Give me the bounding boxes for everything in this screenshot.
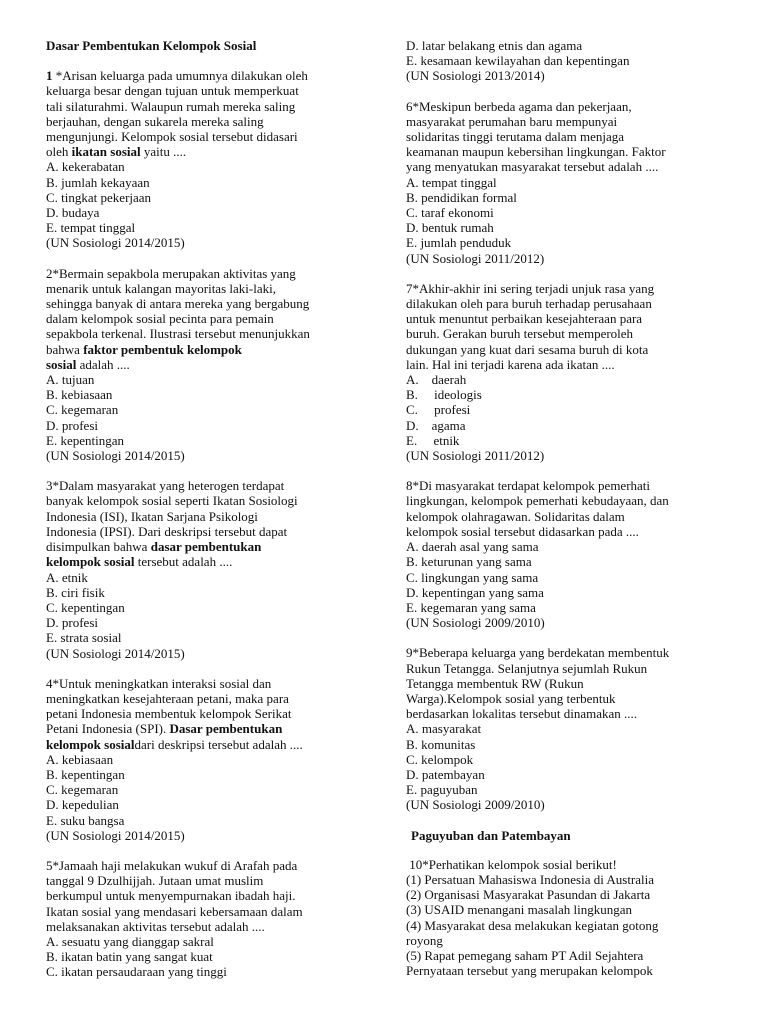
question-2 bbox=[46, 266, 376, 464]
answer-option: D. kepentingan yang sama bbox=[406, 584, 544, 600]
question-text: oleh ikatan sosial yaitu .... bbox=[46, 144, 187, 160]
question-text: 5*Jamaah haji melakukan wukuf di Arafah pada bbox=[46, 857, 298, 873]
question-text: meningkatkan kesejahteraan petani, maka para bbox=[46, 690, 289, 706]
answer-option: E. etnik bbox=[406, 432, 460, 448]
answer-option: A. tujuan bbox=[46, 372, 95, 388]
question-8 bbox=[406, 478, 731, 630]
question-text: yang menyatukan masyarakat tersebut adalah .... bbox=[406, 159, 659, 175]
answer-option: D. profesi bbox=[46, 417, 98, 433]
answer-option: D. bentuk rumah bbox=[406, 220, 494, 236]
answer-option: E. kegemaran yang sama bbox=[406, 599, 536, 615]
question-text: Rukun Tetangga. Selanjutnya sejumlah Rukun bbox=[406, 660, 648, 676]
answer-option: A. kebiasaan bbox=[46, 751, 114, 767]
answer-option: E. kepentingan bbox=[46, 432, 124, 448]
question-text: 1 *Arisan keluarga pada umumnya dilakukan oleh bbox=[46, 68, 308, 84]
answer-option: B. kepentingan bbox=[46, 766, 125, 782]
question-text: lain. Hal ini terjadi karena ada ikatan .... bbox=[406, 356, 615, 372]
answer-option: B. jumlah kekayaan bbox=[46, 174, 150, 190]
answer-option: A. tempat tinggal bbox=[406, 174, 497, 190]
question-text: Tetangga membentuk RW (Rukun bbox=[406, 675, 584, 691]
question-1 bbox=[46, 68, 376, 250]
answer-option: C. taraf ekonomi bbox=[406, 205, 494, 221]
answer-option: E. jumlah penduduk bbox=[406, 235, 512, 251]
answer-option: C. profesi bbox=[406, 402, 471, 418]
answer-option: A. etnik bbox=[46, 569, 88, 585]
answer-option: D. latar belakang etnis dan agama bbox=[406, 38, 583, 53]
question-4 bbox=[46, 676, 376, 843]
question-text: Indonesia (ISI), Ikatan Sarjana Psikologi bbox=[46, 508, 258, 524]
question-text: (1) Persatuan Mahasiswa Indonesia di Australia bbox=[406, 871, 655, 887]
question-text: berjauhan, dengan sukarela mereka saling bbox=[46, 113, 264, 129]
question-text: melaksanakan aktivitas tersebut adalah .... bbox=[46, 918, 265, 934]
question-text: royong bbox=[406, 932, 443, 948]
answer-option: A. sesuatu yang dianggap sakral bbox=[46, 933, 214, 949]
question-text: bahwa faktor pembentuk kelompok bbox=[46, 341, 242, 357]
question-text: banyak kelompok sosial seperti Ikatan Sosiologi bbox=[46, 493, 298, 509]
question-text: Ikatan sosial yang mendasari kebersamaan dalam bbox=[46, 903, 303, 919]
question-5 bbox=[46, 858, 376, 980]
question-text: 4*Untuk meningkatkan interaksi sosial dan bbox=[46, 675, 272, 691]
question-source: (UN Sosiologi 2009/2010) bbox=[406, 797, 545, 813]
question-text: buruh. Gerakan buruh tersebut memperoleh bbox=[406, 326, 634, 342]
answer-option: A. daerah asal yang sama bbox=[406, 539, 539, 555]
question-text: tali silaturahmi. Walaupun rumah mereka saling bbox=[46, 98, 296, 114]
question-text: kelompok olahragawan. Solidaritas dalam bbox=[406, 508, 625, 524]
question-text: dalam kelompok sosial pecinta para pemain bbox=[46, 311, 274, 327]
answer-option: C. tingkat pekerjaan bbox=[46, 189, 152, 205]
answer-option: C. kegemaran bbox=[46, 782, 119, 798]
answer-option: B. ciri fisik bbox=[46, 584, 105, 600]
question-source: (UN Sosiologi 2014/2015) bbox=[46, 448, 185, 464]
question-text: dilakukan oleh para buruh terhadap perusahaan bbox=[406, 296, 652, 312]
question-text: keluarga besar dengan tujuan untuk memperkuat bbox=[46, 83, 299, 99]
question-number: 1 bbox=[46, 68, 53, 84]
question-text: tanggal 9 Dzulhijjah. Jutaan umat muslim bbox=[46, 873, 264, 889]
question-source: (UN Sosiologi 2009/2010) bbox=[406, 615, 545, 631]
question-text: (4) Masyarakat desa melakukan kegiatan gotong bbox=[406, 917, 659, 933]
question-text: 6*Meskipun berbeda agama dan pekerjaan, bbox=[406, 98, 632, 114]
question-5-continued bbox=[406, 38, 731, 84]
question-text: 2*Bermain sepakbola merupakan aktivitas yang bbox=[46, 265, 296, 281]
answer-option: C. kelompok bbox=[406, 751, 474, 767]
question-text: solidaritas tinggi terutama dalam menjaga bbox=[406, 129, 625, 145]
answer-option: B. ikatan batin yang sangat kuat bbox=[46, 949, 213, 965]
answer-option: D. budaya bbox=[46, 205, 100, 221]
answer-option: E. kesamaan kewilayahan dan kepentingan bbox=[406, 53, 630, 69]
answer-option: D. kepedulian bbox=[46, 797, 119, 813]
answer-option: A. masyarakat bbox=[406, 721, 482, 737]
left-column bbox=[46, 38, 376, 995]
answer-option: B. ideologis bbox=[406, 387, 482, 403]
question-text: 8*Di masyarakat terdapat kelompok pemerhati bbox=[406, 478, 651, 494]
question-text: 3*Dalam masyarakat yang heterogen terdapat bbox=[46, 478, 285, 494]
question-source: (UN Sosiologi 2014/2015) bbox=[46, 827, 185, 843]
question-text: keamanan maupun kebersihan lingkungan. Faktor bbox=[406, 144, 666, 160]
answer-option: C. ikatan persaudaraan yang tinggi bbox=[46, 964, 227, 980]
question-text: sehingga banyak di antara mereka yang bergabung bbox=[46, 296, 310, 312]
question-text: kelompok sosial tersebut didasarkan pada .... bbox=[406, 523, 639, 539]
question-text: menarik untuk kalangan mayoritas laki-laki, bbox=[46, 280, 276, 296]
section-title: Paguyuban dan Patembayan bbox=[411, 827, 571, 843]
question-source: (UN Sosiologi 2014/2015) bbox=[46, 645, 185, 661]
answer-option: D. patembayan bbox=[406, 766, 485, 782]
question-text: (5) Rapat pemegang saham PT Adil Sejahtera bbox=[406, 947, 644, 963]
question-text: 7*Akhir-akhir ini sering terjadi unjuk rasa yang bbox=[406, 280, 655, 296]
question-text: berkumpul untuk menyempurnakan ibadah haji. bbox=[46, 888, 296, 904]
question-text: petani Indonesia membentuk kelompok Serikat bbox=[46, 706, 292, 722]
answer-option: A. kekerabatan bbox=[46, 159, 125, 175]
answer-option: E. paguyuban bbox=[406, 782, 478, 798]
question-text: (3) USAID menangani masalah lingkungan bbox=[406, 902, 633, 918]
answer-option: B. kebiasaan bbox=[46, 387, 113, 403]
question-text: Indonesia (IPSI). Dari deskripsi tersebut dapat bbox=[46, 523, 288, 539]
question-text: mengunjungi. Kelompok sosial tersebut didasari bbox=[46, 129, 298, 145]
question-source: (UN Sosiologi 2013/2014) bbox=[406, 68, 545, 84]
answer-option: B. pendidikan formal bbox=[406, 189, 517, 205]
question-source: (UN Sosiologi 2011/2012) bbox=[406, 250, 545, 266]
right-column bbox=[406, 38, 731, 978]
question-text: 10*Perhatikan kelompok sosial berikut! bbox=[406, 856, 617, 872]
question-text: Warga).Kelompok sosial yang terbentuk bbox=[406, 690, 616, 706]
question-source: (UN Sosiologi 2014/2015) bbox=[46, 235, 185, 251]
question-text: sosial adalah .... bbox=[46, 356, 130, 372]
answer-option: D. profesi bbox=[46, 615, 98, 631]
question-6 bbox=[406, 99, 731, 266]
question-text: Petani Indonesia (SPI). Dasar pembentukan bbox=[46, 721, 283, 737]
answer-option: A. daerah bbox=[406, 372, 467, 388]
question-text: Pernyataan tersebut yang merupakan kelompok bbox=[406, 963, 653, 979]
question-text: masyarakat perumahan baru mempunyai bbox=[406, 113, 618, 129]
question-text: disimpulkan bahwa dasar pembentukan bbox=[46, 539, 262, 555]
question-9 bbox=[406, 645, 731, 812]
question-text: sepakbola terkenal. Ilustrasi tersebut menunjukkan bbox=[46, 326, 310, 342]
document-title: Dasar Pembentukan Kelompok Sosial bbox=[46, 38, 257, 53]
question-10 bbox=[406, 857, 731, 979]
question-source: (UN Sosiologi 2011/2012) bbox=[406, 448, 545, 464]
answer-option: C. lingkungan yang sama bbox=[406, 569, 539, 585]
answer-option: C. kepentingan bbox=[46, 599, 125, 615]
question-3 bbox=[46, 478, 376, 660]
answer-option: E. tempat tinggal bbox=[46, 220, 136, 236]
question-text: untuk menuntut perbaikan kesejahteraan para bbox=[406, 311, 643, 327]
question-text: 9*Beberapa keluarga yang berdekatan membentuk bbox=[406, 645, 670, 661]
answer-option: D. agama bbox=[406, 417, 466, 433]
answer-option: B. komunitas bbox=[406, 736, 476, 752]
answer-option: E. suku bangsa bbox=[46, 812, 125, 828]
question-7 bbox=[406, 281, 731, 463]
answer-option: C. kegemaran bbox=[46, 402, 119, 418]
answer-option: E. strata sosial bbox=[46, 630, 122, 646]
question-text: kelompok sosial tersebut adalah .... bbox=[46, 554, 233, 570]
question-text: berdasarkan lokalitas tersebut dinamakan .... bbox=[406, 706, 638, 722]
question-text: kelompok sosialdari deskripsi tersebut adalah .... bbox=[46, 736, 303, 752]
answer-option: B. keturunan yang sama bbox=[406, 554, 532, 570]
question-text: lingkungan, kelompok pemerhati kebudayaan, dan bbox=[406, 493, 669, 509]
question-text: dukungan yang kuat dari sesama buruh di kota bbox=[406, 341, 649, 357]
question-text: (2) Organisasi Masyarakat Pasundan di Jakarta bbox=[406, 887, 651, 903]
